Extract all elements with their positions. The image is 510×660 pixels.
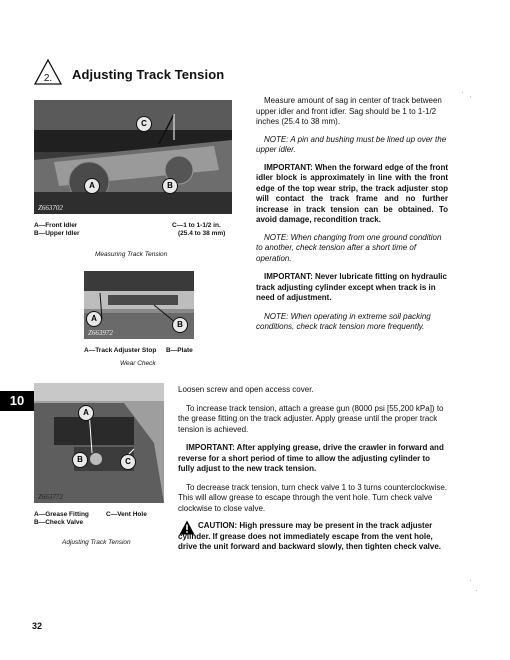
- crawler-track-photo: [34, 100, 232, 214]
- increase-tension-text: To increase track tension, attach a grease gun (8000 psi [55,200 kPa]) to the grease fitting on the track adjuster. Apply grease until the proper track tension is achieved.: [178, 403, 444, 434]
- grease-fitting-photo: [34, 383, 164, 503]
- legend-plate: B—Plate: [166, 347, 193, 354]
- callout-a: A: [86, 311, 102, 327]
- figure1-legend-left: [34, 222, 80, 238]
- legend-track-adjuster-stop: A—Track Adjuster Stop: [84, 347, 157, 354]
- step-number: 2.: [43, 73, 53, 84]
- scan-speck: [470, 96, 471, 97]
- important-never-lubricate: IMPORTANT: Never lubricate fitting on hydraulic track adjusting cylinder except when track is in need of adjustment.: [256, 272, 447, 302]
- note-ground-condition: NOTE: When changing from one ground condition to another, check tension after a short time of operation.: [256, 232, 442, 263]
- legend-check-valve: B—Check Valve: [34, 519, 84, 526]
- important-idler-block: IMPORTANT: When the forward edge of the front idler block is approximately in line with the front edge of the top wear strip, the track adjuster stop will contact the track frame and no further increase in track tension can be obtained. To avoid damage, recondition track.: [256, 162, 448, 224]
- figure-wear-check: [84, 271, 194, 339]
- callout-b: B: [162, 178, 178, 194]
- callout-a: A: [78, 405, 94, 421]
- figure-code: Z663702: [38, 204, 63, 212]
- scan-speck: [470, 580, 471, 581]
- legend-front-idler: A—Front Idler: [34, 222, 78, 229]
- note-extreme-soil: NOTE: When operating in extreme soil packing conditions, check track tension more frequently.: [256, 311, 431, 331]
- legend-sag-range-mm: (25.4 to 38 mm): [178, 230, 226, 237]
- caution-high-pressure: CAUTION: High pressure may be present in the track adjuster cylinder. If grease does not immediately escape from the vent hole, drive the unit forward and backward slowly, then tighten check valve.: [178, 521, 442, 551]
- step-number-triangle: [33, 58, 63, 86]
- lower-column: [178, 385, 448, 514]
- callout-c: C: [136, 116, 152, 132]
- figure1-legend-right: [172, 222, 225, 238]
- legend-vent-hole: C—Vent Hole: [106, 511, 147, 518]
- figure-adjusting-track-tension: [34, 383, 164, 503]
- figure-code: Z663972: [88, 329, 113, 337]
- sag-measurement-text: Measure amount of sag in center of track between upper idler and front idler. Sag should be 1 to 1-1/2 inches (25.4 to 38 mm).: [256, 96, 442, 126]
- figure-code: Z663772: [38, 493, 63, 501]
- important-after-grease: IMPORTANT: After applying grease, drive the crawler in forward and reverse for a short period of time to allow the adjusting cylinder to fully adjust to the new track tension.: [178, 443, 444, 473]
- figure3-caption: Adjusting Track Tension: [62, 539, 131, 546]
- loosen-screw-text: Loosen screw and open access cover.: [178, 385, 314, 394]
- section-title: Adjusting Track Tension: [72, 67, 225, 82]
- scan-speck: [462, 92, 463, 93]
- section-tab: 10: [0, 391, 34, 411]
- figure1-caption: Measuring Track Tension: [95, 251, 168, 258]
- note-pin-bushing: NOTE: A pin and bushing must be lined up over the upper idler.: [256, 134, 447, 154]
- callout-c: C: [120, 454, 136, 470]
- figure2-caption: Wear Check: [120, 360, 156, 367]
- legend-sag-range: C—1 to 1-1/2 in.: [172, 222, 221, 229]
- page-number: 32: [32, 621, 43, 631]
- legend-grease-fitting: A—Grease Fitting: [34, 511, 89, 518]
- right-column: [256, 96, 448, 333]
- callout-b: B: [72, 452, 88, 468]
- scan-speck: [476, 590, 477, 591]
- decrease-tension-text: To decrease track tension, turn check valve 1 to 3 turns counterclockwise. This will allow grease to escape through the vent hole. Turn check valve clockwise to close valve.: [178, 482, 448, 513]
- figure3-legend-left: [34, 511, 89, 527]
- callout-a: A: [84, 178, 100, 194]
- legend-upper-idler: B—Upper Idler: [34, 230, 80, 237]
- figure-measuring-track-tension: [34, 100, 232, 214]
- callout-b: B: [172, 317, 188, 333]
